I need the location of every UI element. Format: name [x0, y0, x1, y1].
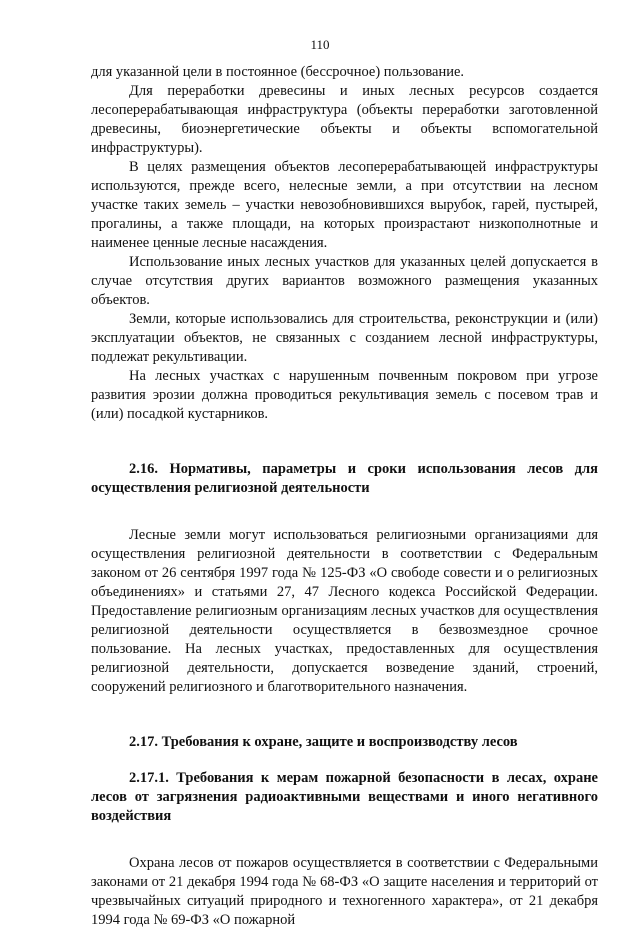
spacer — [91, 826, 598, 854]
paragraph: Использование иных лесных участков для указанных целей допускается в случае отсутствия других вариантов возможного размещения указанных объектов. — [91, 254, 598, 308]
section-heading-2-16: 2.16. Нормативы, параметры и сроки использования лесов для осуществления религиозной деятельности — [91, 461, 598, 496]
paragraph: В целях размещения объектов лесоперерабатывающей инфраструктуры используются, прежде всего, нелесные земли, а при отсутствии на лесном участке таких земель – участки невозобновившихся вырубок, гарей, пустырей, прогалины, а также площади, на которых произрастают низкополнотные и наименее ценные лесные насаждения. — [91, 159, 598, 251]
paragraph: На лесных участках с нарушенным почвенным покровом при угрозе развития эрозии должна проводиться рекультивация земель с посевом трав и (или) посадкой кустарников. — [91, 368, 598, 422]
page-content — [91, 63, 598, 930]
page-number: 110 — [310, 37, 330, 52]
section-2-17-1-body: Охрана лесов от пожаров осуществляется в соответствии с Федеральными законами от 21 декабря 1994 года № 68-ФЗ «О защите населения и территорий от чрезвычайных ситуаций природного и техногенного характера», от 21 декабря 1994 года № 69-ФЗ «О пожарной — [91, 855, 598, 928]
spacer — [91, 498, 598, 526]
spacer — [91, 752, 598, 769]
spacer — [91, 424, 598, 460]
spacer — [91, 697, 598, 733]
continuation-paragraph: для указанной цели в постоянное (бессрочное) пользование. — [91, 64, 465, 80]
section-heading-2-17: 2.17. Требования к охране, защите и воспроизводству лесов — [129, 734, 518, 750]
section-heading-2-17-1: 2.17.1. Требования к мерам пожарной безопасности в лесах, охране лесов от загрязнения радиоактивными веществами и иного негативного воздействия — [91, 770, 598, 824]
paragraph: Для переработки древесины и иных лесных ресурсов создается лесоперерабатывающая инфраструктура (объекты переработки заготовленной древесины, биоэнергетические объекты и объекты вспомогательной инфраструктуры). — [91, 83, 598, 156]
section-2-16-body: Лесные земли могут использоваться религиозными организациями для осуществления религиозной деятельности в соответствии с Федеральным законом от 26 сентября 1997 года № 125-ФЗ «О свободе совести и о религиозных объединениях» и статьями 27, 47 Лесного кодекса Российской Федерации. Предоставление религиозным организациям лесных участков для осуществления религиозной деятельности осуществляется в безвозмездное срочное пользование. На лесных участках, предоставленных для осуществления религиозной деятельности, допускается возведение зданий, строений, сооружений религиозного и благотворительного назначения. — [91, 527, 598, 695]
paragraph: Земли, которые использовались для строительства, реконструкции и (или) эксплуатации объектов, не связанных с созданием лесной инфраструктуры, подлежат рекультивации. — [91, 311, 598, 365]
